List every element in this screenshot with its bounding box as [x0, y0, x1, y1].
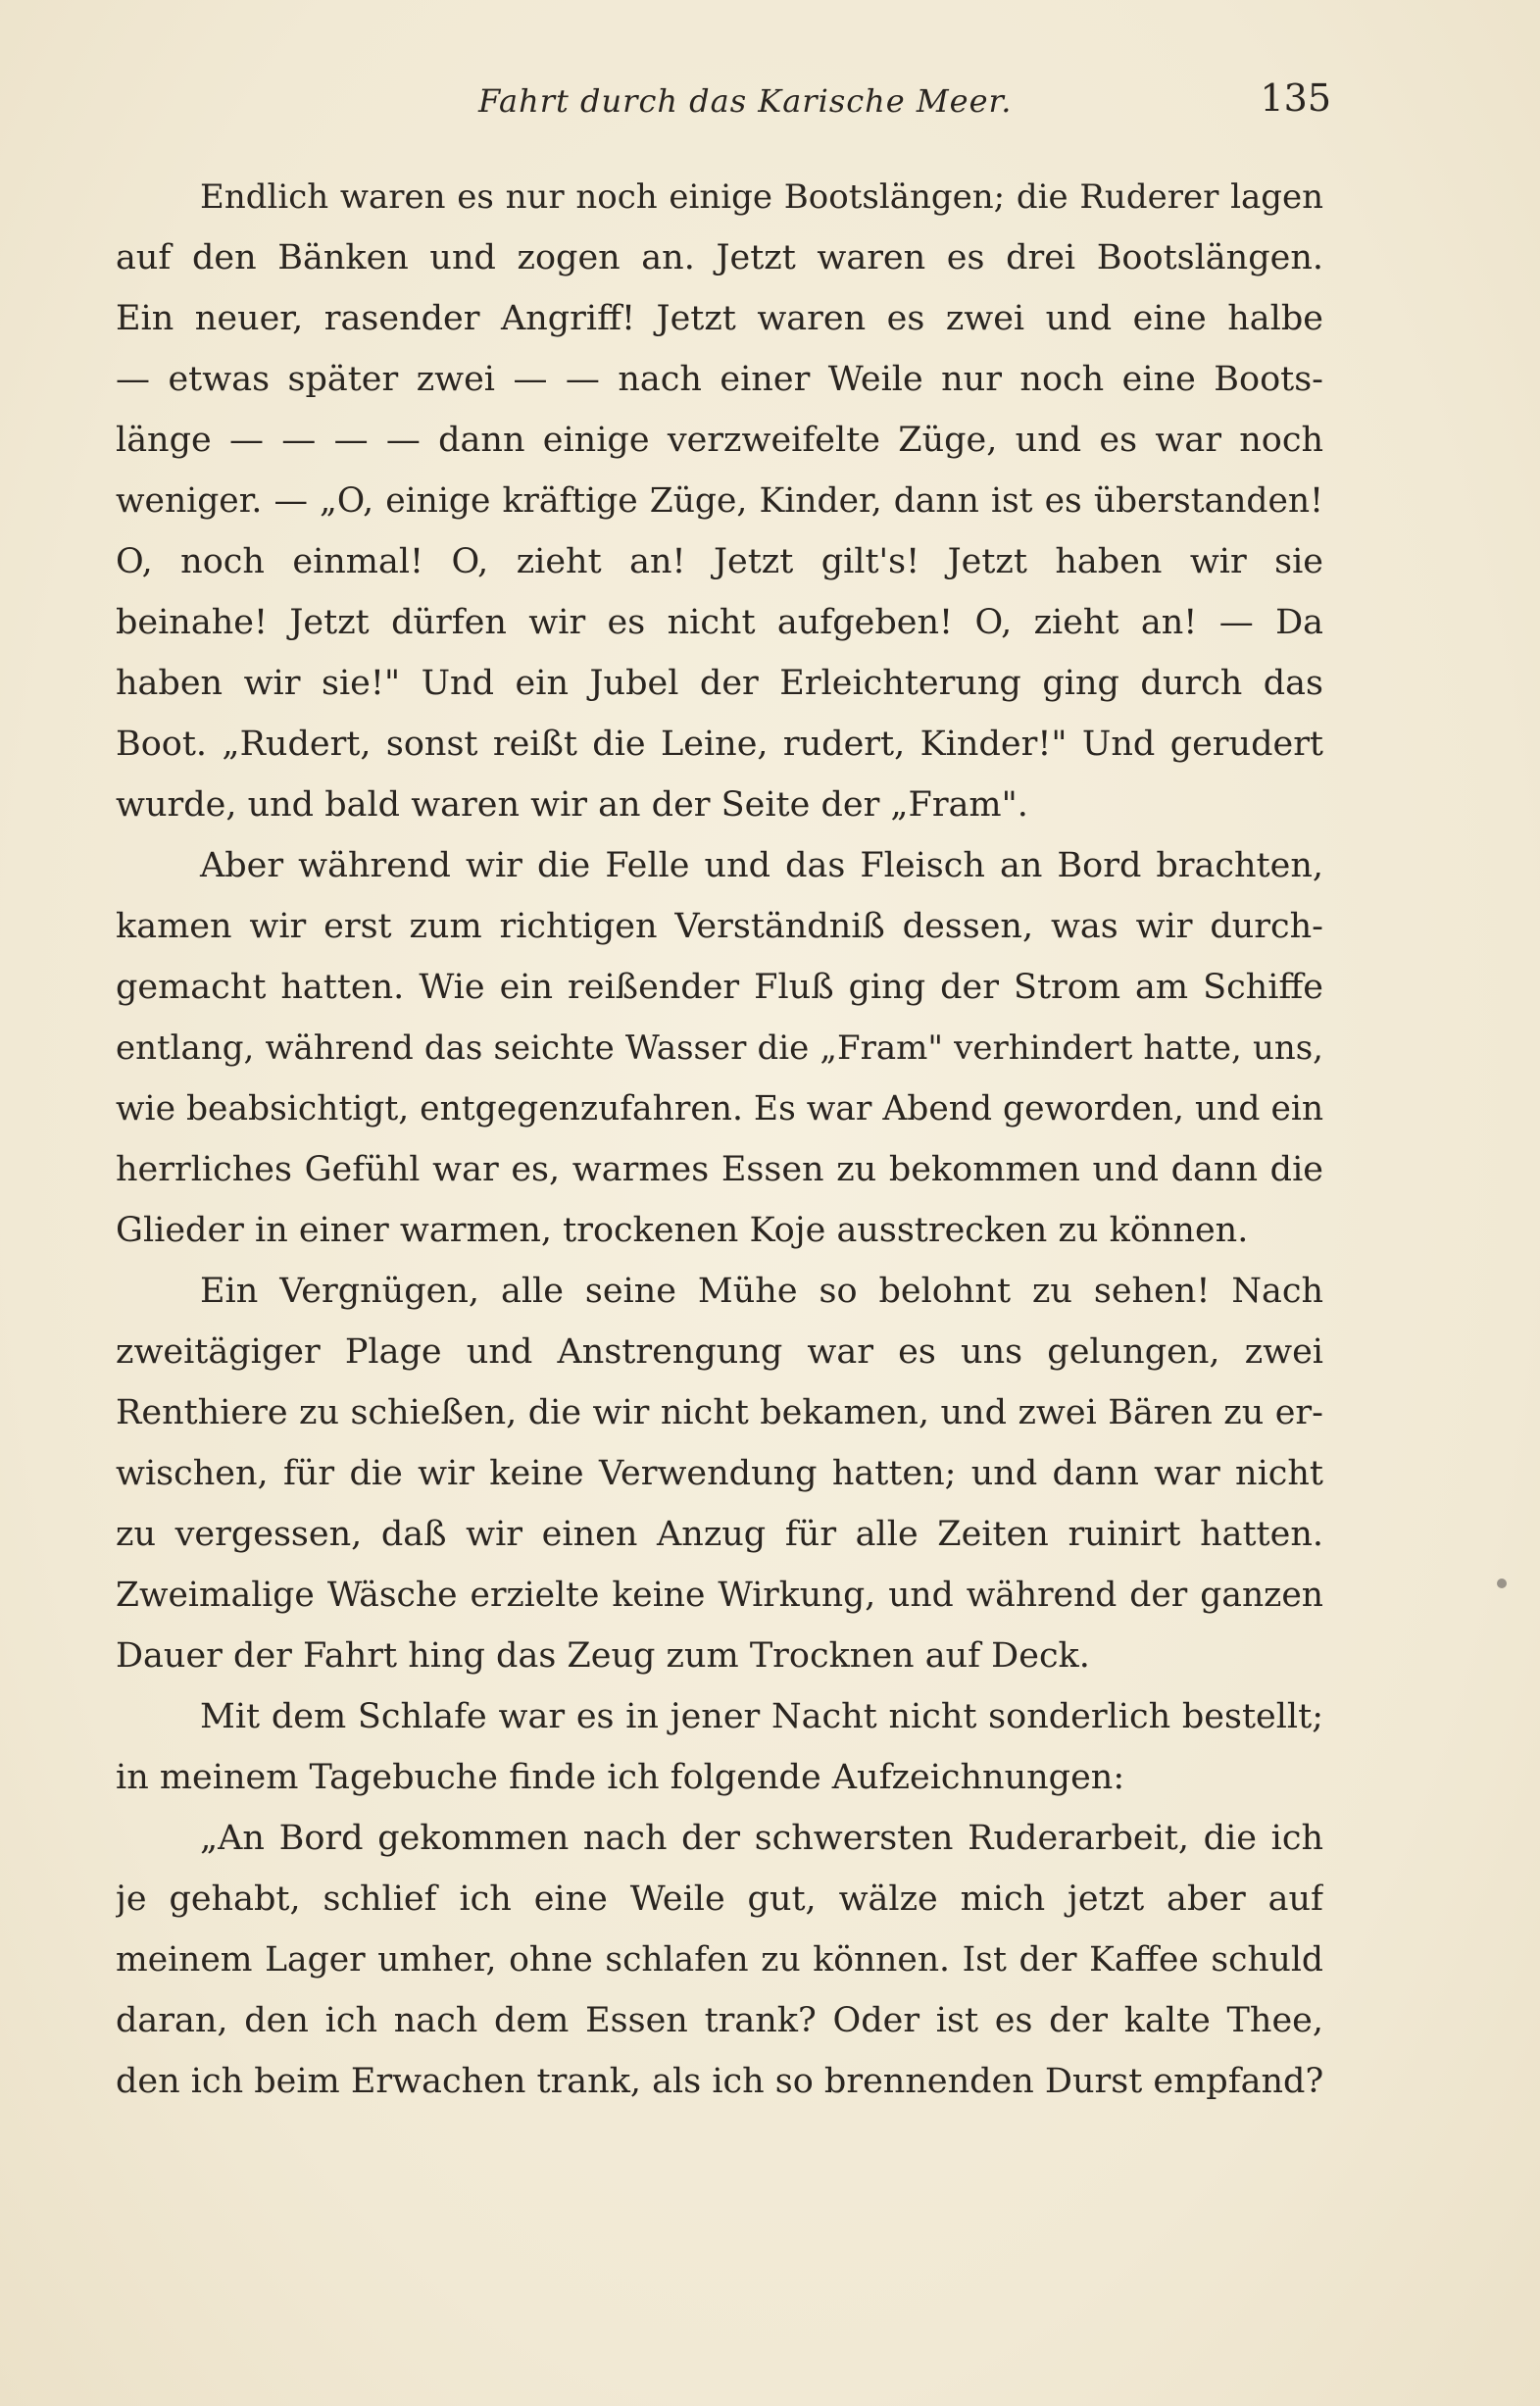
- text-line: in meinem Tagebuche finde ich folgende Aufzeichnungen:: [116, 1758, 1125, 1797]
- text-line: auf den Bänken und zogen an. Jetzt waren es drei Bootslängen.: [116, 238, 1323, 277]
- body-text: [116, 167, 1323, 2112]
- text-line: Glieder in einer warmen, trockenen Koje ausstrecken zu können.: [116, 1211, 1249, 1250]
- page-number: 135: [1260, 76, 1331, 120]
- text-line: wischen, für die wir keine Verwendung hatten; und dann war nicht: [116, 1454, 1323, 1493]
- text-line: länge — — — — dann einige verzweifelte Züge, und es war noch: [116, 421, 1323, 460]
- text-line: O, noch einmal! O, zieht an! Jetzt gilt's! Jetzt haben wir sie: [116, 542, 1323, 581]
- text-line: wie beabsichtigt, entgegenzufahren. Es war Abend geworden, und ein: [116, 1089, 1323, 1128]
- text-line: Ein neuer, rasender Angriff! Jetzt waren es zwei und eine halbe: [116, 299, 1323, 338]
- text-line: Endlich waren es nur noch einige Bootslängen; die Ruderer lagen: [200, 177, 1323, 217]
- text-line: weniger. — „O, einige kräftige Züge, Kinder, dann ist es überstanden!: [116, 481, 1323, 521]
- text-line: Mit dem Schlafe war es in jener Nacht nicht sonderlich bestellt;: [200, 1697, 1323, 1736]
- text-line: haben wir sie!" Und ein Jubel der Erleichterung ging durch das: [116, 664, 1323, 703]
- text-line: je gehabt, schlief ich eine Weile gut, wälze mich jetzt aber auf: [116, 1880, 1323, 1919]
- text-line: zweitägiger Plage und Anstrengung war es uns gelungen, zwei: [116, 1332, 1323, 1372]
- page-header: [116, 76, 1331, 135]
- text-line: Ein Vergnügen, alle seine Mühe so belohnt zu sehen! Nach: [200, 1272, 1323, 1311]
- text-line: beinahe! Jetzt dürfen wir es nicht aufgeben! O, zieht an! — Da: [116, 603, 1323, 642]
- text-line: entlang, während das seichte Wasser die „Fram" verhindert hatte, uns,: [116, 1028, 1323, 1068]
- text-line: — etwas später zwei — — nach einer Weile nur noch eine Boots-: [116, 360, 1323, 399]
- paper-speck: [1497, 1579, 1507, 1588]
- running-title: Fahrt durch das Karische Meer.: [478, 82, 1013, 120]
- text-line: gemacht hatten. Wie ein reißender Fluß ging der Strom am Schiffe: [116, 968, 1323, 1007]
- text-line: wurde, und bald waren wir an der Seite der „Fram".: [116, 785, 1028, 825]
- text-line: zu vergessen, daß wir einen Anzug für alle Zeiten ruinirt hatten.: [116, 1515, 1323, 1554]
- text-line: kamen wir erst zum richtigen Verständniß dessen, was wir durch-: [116, 907, 1323, 946]
- text-line: Aber während wir die Felle und das Fleisch an Bord brachten,: [200, 846, 1323, 885]
- text-line: herrliches Gefühl war es, warmes Essen zu bekommen und dann die: [116, 1150, 1323, 1189]
- text-line: meinem Lager umher, ohne schlafen zu können. Ist der Kaffee schuld: [116, 1940, 1323, 1980]
- text-line: Renthiere zu schießen, die wir nicht bekamen, und zwei Bären zu er-: [116, 1393, 1323, 1432]
- text-line: daran, den ich nach dem Essen trank? Oder ist es der kalte Thee,: [116, 2001, 1323, 2040]
- text-line: „An Bord gekommen nach der schwersten Ruderarbeit, die ich: [200, 1819, 1323, 1858]
- text-line: Boot. „Rudert, sonst reißt die Leine, rudert, Kinder!" Und gerudert: [116, 725, 1323, 764]
- text-line: Zweimalige Wäsche erzielte keine Wirkung, und während der ganzen: [116, 1576, 1323, 1615]
- text-line: den ich beim Erwachen trank, als ich so brennenden Durst empfand?: [116, 2062, 1323, 2101]
- text-line: Dauer der Fahrt hing das Zeug zum Trocknen auf Deck.: [116, 1636, 1090, 1676]
